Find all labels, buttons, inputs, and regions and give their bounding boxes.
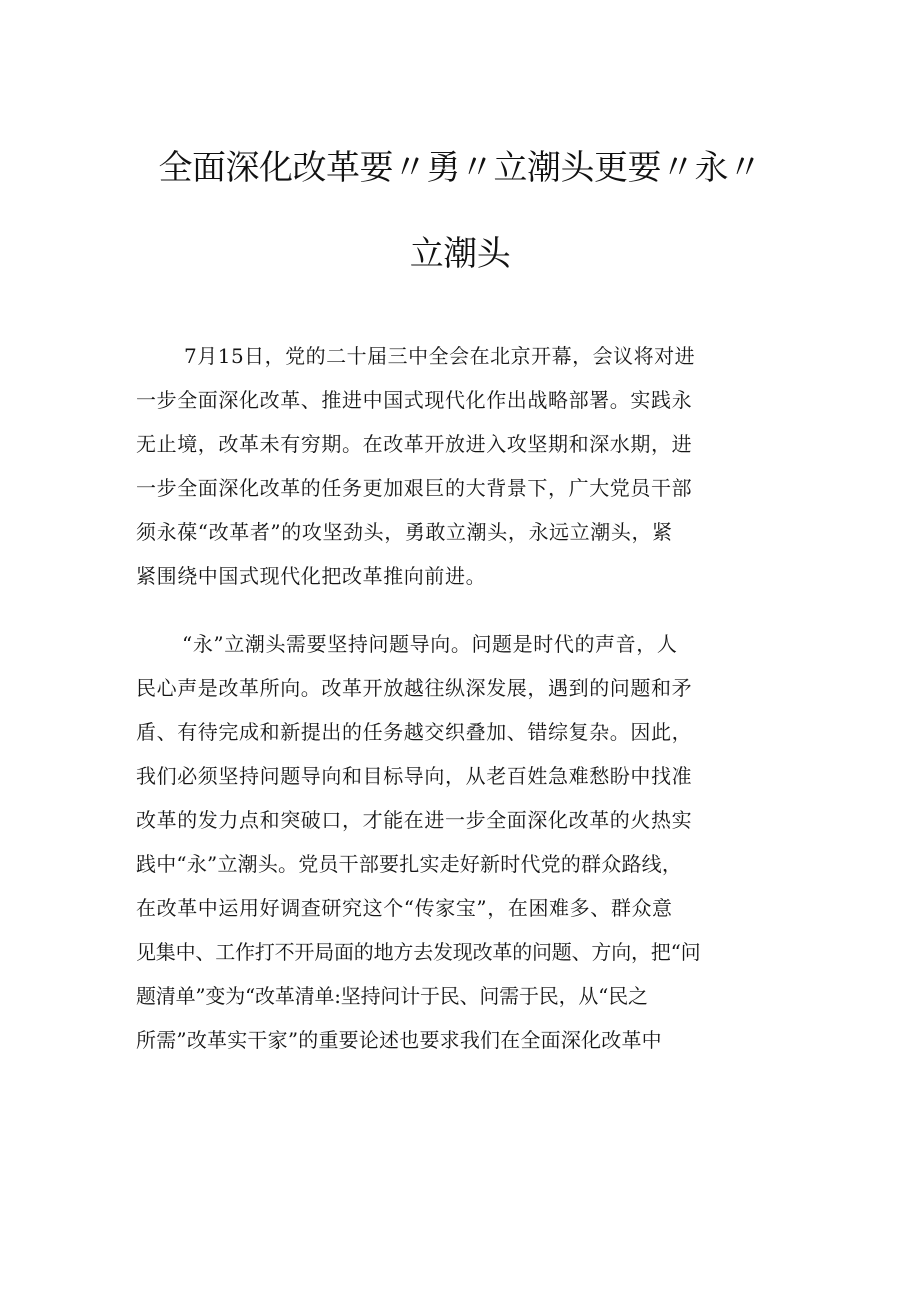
paragraph-line: 改革的发力点和突破口，才能在进一步全面深化改革的火热实 — [136, 808, 693, 832]
paragraph-line: “永”立潮头需要坚持问题导向。问题是时代的声音，人 — [182, 632, 678, 656]
paragraph-line: 题清单”变为“改革清单:坚持问计于民、问需于民，从“民之 — [136, 984, 648, 1008]
paragraph-line: 盾、有待完成和新提出的任务越交织叠加、错综复杂。因此， — [136, 720, 693, 744]
paragraph-line: 见集中、工作打不开局面的地方去发现改革的问题、方向，把“问 — [136, 940, 701, 964]
paragraph-line: 紧围绕中国式现代化把改革推向前进。 — [136, 564, 487, 588]
paragraph-line: 我们必须坚持问题导向和目标导向，从老百姓急难愁盼中找准 — [136, 764, 693, 788]
paragraph-line: 民心声是改革所向。改革开放越往纵深发展，遇到的问题和矛 — [136, 676, 693, 700]
document-title-line-2: 立潮头 — [409, 234, 511, 274]
paragraph-line: 一步全面深化改革、推进中国式现代化作出战略部署。实践永 — [136, 388, 693, 412]
document-title-line-1: 全面深化改革要〃勇〃立潮头更要〃永〃 — [158, 148, 762, 188]
paragraph-line: 在改革中运用好调查研究这个“传家宝”，在困难多、群众意 — [136, 896, 673, 920]
paragraph-line: 所需”改革实干家”的重要论述也要求我们在全面深化改革中 — [136, 1028, 662, 1052]
paragraph-line: 无止境，改革未有穷期。在改革开放进入攻坚期和深水期，进 — [136, 432, 693, 456]
paragraph-line: 须永葆“改革者”的攻坚劲头，勇敢立潮头，永远立潮头，紧 — [136, 520, 673, 544]
paragraph-line: 一步全面深化改革的任务更加艰巨的大背景下，广大党员干部 — [136, 476, 693, 500]
paragraph-line: 7月15日，党的二十届三中全会在北京开幕，会议将对进 — [184, 344, 696, 368]
paragraph-line: 践中“永”立潮头。党员干部要扎实走好新时代党的群众路线， — [136, 852, 683, 876]
